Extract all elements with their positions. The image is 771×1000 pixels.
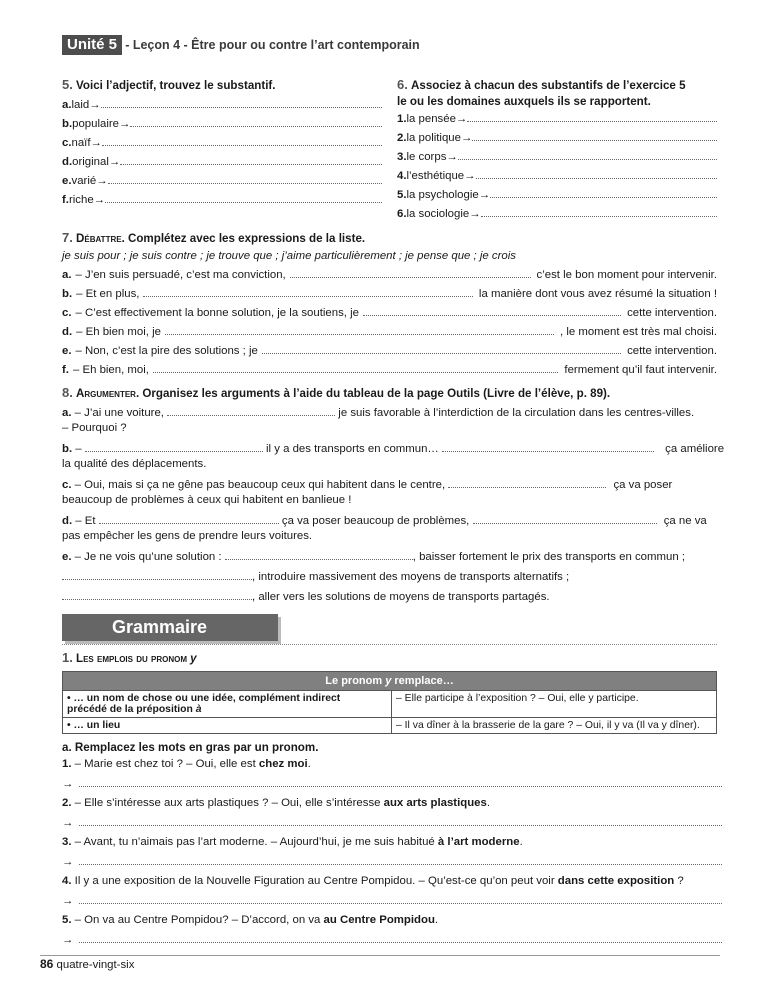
sentence-end: .: [434, 914, 439, 926]
sentence-end: .: [519, 836, 523, 848]
item-label: 2.: [397, 132, 407, 144]
item-word: laid: [71, 99, 90, 111]
arrow-icon: →: [62, 934, 74, 946]
arrow-icon: →: [455, 113, 468, 125]
ex5-item: [62, 193, 382, 207]
grammaire-divider: [62, 644, 717, 645]
answer-blank[interactable]: [290, 268, 531, 278]
item-label: 5.: [397, 189, 407, 201]
sentence-start: – Et en plus,: [76, 288, 140, 300]
answer-blank[interactable]: [105, 193, 382, 203]
arrow-icon: →: [469, 208, 481, 220]
grammar-item: [62, 758, 722, 771]
grammar-section-title: Les emplois du pronom: [76, 652, 187, 665]
item-label: 4.: [397, 170, 407, 182]
ex5-title: Voici l’adjectif, trouvez le substantif.: [76, 79, 276, 92]
item-label: d.: [62, 326, 73, 338]
table-row-1-rule: • … un nom de chose ou une idée, complément indirect précédé de la préposition à: [63, 691, 392, 718]
arrow-icon: →: [93, 194, 106, 206]
item-label: b.: [62, 118, 73, 130]
answer-blank[interactable]: [442, 442, 654, 452]
ex5-item: [62, 117, 382, 131]
ex7-item: [62, 306, 717, 320]
ex8-keyword: Argumenter.: [76, 387, 140, 400]
ex6-item: [397, 150, 717, 164]
bold-phrase: aux arts plastiques: [383, 797, 487, 809]
answer-blank[interactable]: [108, 174, 382, 184]
answer-line: [62, 933, 722, 947]
lesson-title: - Leçon 4 - Être pour ou contre l’art contemporain: [125, 38, 420, 52]
item-word: varié: [71, 175, 97, 187]
ex8-item-a-question: – Pourquoi ?: [62, 422, 127, 434]
page-number-words: quatre-vingt-six: [56, 959, 135, 971]
sentence-start: Il y a une exposition de la Nouvelle Figuration au Centre Pompidou. – Qu’est-ce qu’on peut voir: [74, 875, 558, 887]
unit-header: [62, 36, 420, 53]
exercise-8: [62, 385, 725, 604]
table-row-1-example: – Elle participe à l’exposition ? – Oui, elle y participe.: [392, 691, 717, 718]
table-header: Le pronom y remplace…: [63, 672, 717, 691]
item-label: a.: [62, 269, 72, 281]
bold-phrase: dans cette exposition: [557, 875, 675, 887]
ex5-number: 5.: [62, 77, 73, 92]
ex6-number: 6.: [397, 77, 408, 92]
sentence-end: c’est le bon moment pour intervenir.: [536, 269, 717, 281]
ex8-item-d: d. – Et ça va poser beaucoup de problèmes, ça ne va: [62, 515, 707, 527]
ex8-item-e-2: , introduire massivement des moyens de transports alternatifs ;: [62, 570, 722, 584]
item-label: 1.: [62, 758, 72, 770]
ex5-item: [62, 174, 382, 188]
item-label: 3.: [397, 151, 407, 163]
answer-blank[interactable]: [79, 894, 722, 904]
item-label: 6.: [397, 208, 407, 220]
ex5-item: [62, 136, 382, 150]
grammar-item: [62, 836, 722, 849]
ex7-item: [62, 363, 717, 377]
unit-badge: Unité 5: [62, 35, 122, 55]
item-label: 1.: [397, 113, 407, 125]
ex8-title: Organisez les arguments à l’aide du tableau de la page Outils (Livre de l’élève, p. 89).: [142, 387, 611, 400]
sentence-end: .: [486, 797, 491, 809]
ex8-item-c-cont: beaucoup de problèmes à ceux qui habitent en banlieue !: [62, 494, 352, 506]
table-row-2-rule: • … un lieu: [63, 718, 392, 734]
sentence-start: – Avant, tu n’aimais pas l’art moderne. – Aujourd’hui, je me suis habitué: [74, 836, 438, 848]
footer-rule: [40, 955, 720, 956]
item-word: la psychologie: [406, 189, 479, 201]
item-label: e.: [62, 175, 72, 187]
arrow-icon: →: [96, 175, 108, 187]
ex8-item-e-3: , aller vers les solutions de moyens de transports partagés.: [62, 590, 722, 604]
grammar-exercise-a-title: a. Remplacez les mots en gras par un pronom.: [62, 741, 319, 754]
answer-blank[interactable]: [102, 136, 382, 146]
arrow-icon: →: [90, 137, 102, 149]
exercise-5: [62, 78, 382, 207]
ex8-item-b-cont: la qualité des déplacements.: [62, 458, 207, 470]
bold-phrase: à l’art moderne: [437, 836, 520, 848]
sentence-start: – Elle s’intéresse aux arts plastiques ? – Oui, elle s’intéresse: [74, 797, 384, 809]
item-label: e.: [62, 345, 72, 357]
ex8-item-e: e. – Je ne vois qu’une solution : , baisser fortement le prix des transports en commun ;: [62, 551, 685, 563]
item-label: a.: [62, 99, 72, 111]
sentence-end: la manière dont vous avez résumé la situation !: [478, 288, 717, 300]
item-label: f.: [62, 194, 69, 206]
bold-phrase: au Centre Pompidou: [323, 914, 435, 926]
ex6-item: [397, 169, 717, 183]
arrow-icon: →: [108, 156, 121, 168]
ex6-title-1: Associez à chacun des substantifs de l’exercice 5: [411, 79, 686, 92]
sentence-start: – Eh bien moi, je: [76, 326, 161, 338]
grammar-item: [62, 875, 722, 888]
ex7-item: [62, 268, 717, 282]
ex6-item: [397, 112, 717, 126]
answer-blank[interactable]: [490, 188, 717, 198]
ex7-keyword: Débattre.: [76, 232, 125, 245]
grammaire-banner: Grammaire: [62, 614, 278, 641]
page-footer: [40, 958, 134, 972]
sentence-start: – J’en suis persuadé, c’est ma conviction,: [75, 269, 286, 281]
arrow-icon: →: [478, 189, 491, 201]
sentence-end: cette intervention.: [627, 307, 717, 319]
ex8-item-b: b. – il y a des transports en commun… ça améliore: [62, 443, 725, 455]
answer-blank[interactable]: [225, 550, 413, 560]
answer-blank[interactable]: [62, 590, 252, 600]
item-label: c.: [62, 307, 72, 319]
answer-blank[interactable]: [473, 514, 657, 524]
item-label: f.: [62, 364, 69, 376]
item-word: la politique: [406, 132, 461, 144]
ex7-item: [62, 287, 717, 301]
arrow-icon: →: [89, 99, 101, 111]
arrow-icon: →: [119, 118, 131, 130]
ex6-item: [397, 207, 717, 221]
bold-phrase: chez moi: [258, 758, 308, 770]
answer-line: [62, 855, 722, 869]
ex5-item: [62, 155, 382, 169]
item-label: c.: [62, 137, 72, 149]
answer-blank[interactable]: [79, 777, 722, 787]
ex7-expression-list: je suis pour ; je suis contre ; je trouve que ; j’aime particulièrement ; je pense que ; je crois: [62, 250, 516, 262]
exercise-7: [62, 231, 717, 377]
pronoun-y-table: [62, 671, 717, 734]
ex7-item: [62, 325, 717, 339]
item-word: naïf: [71, 137, 91, 149]
ex6-item: [397, 131, 717, 145]
item-label: 3.: [62, 836, 72, 848]
answer-blank[interactable]: [472, 131, 717, 141]
answer-blank[interactable]: [130, 117, 382, 127]
ex7-item: [62, 344, 717, 358]
exercise-6: [397, 78, 717, 221]
grammar-item: [62, 797, 722, 810]
item-label: 2.: [62, 797, 72, 809]
answer-blank[interactable]: [99, 514, 279, 524]
grammar-section-1: 1. Les emplois du pronom y: [62, 650, 197, 665]
answer-blank[interactable]: [448, 478, 606, 488]
item-label: d.: [62, 156, 73, 168]
arrow-icon: →: [62, 778, 74, 790]
ex6-item: [397, 188, 717, 202]
sentence-start: – Eh bien, moi,: [72, 364, 149, 376]
sentence-end: .: [307, 758, 311, 770]
answer-blank[interactable]: [143, 287, 472, 297]
page-number: 86: [40, 957, 54, 971]
answer-line: [62, 816, 722, 830]
item-word: populaire: [72, 118, 119, 130]
grammar-item: [62, 914, 722, 927]
arrow-icon: →: [62, 856, 74, 868]
ex8-item-d-cont: pas empêcher les gens de prendre leurs voitures.: [62, 530, 313, 542]
answer-blank[interactable]: [167, 406, 335, 416]
answer-blank[interactable]: [262, 344, 621, 354]
answer-blank[interactable]: [79, 816, 722, 826]
sentence-end: fermement qu’il faut intervenir.: [564, 364, 717, 376]
arrow-icon: →: [62, 895, 74, 907]
item-word: l’esthétique: [406, 170, 465, 182]
answer-line: [62, 894, 722, 908]
item-word: le corps: [406, 151, 447, 163]
item-label: b.: [62, 288, 73, 300]
answer-blank[interactable]: [165, 325, 554, 335]
arrow-icon: →: [460, 132, 473, 144]
answer-blank[interactable]: [467, 112, 717, 122]
answer-blank[interactable]: [120, 155, 382, 165]
sentence-start: – C’est effectivement la bonne solution, je la soutiens, je: [75, 307, 359, 319]
sentence-start: – On va au Centre Pompidou? – D’accord, on va: [74, 914, 324, 926]
sentence-start: – Marie est chez toi ? – Oui, elle est: [74, 758, 259, 770]
grammar-exercise-a: [62, 741, 722, 947]
ex7-number: 7.: [62, 230, 73, 245]
answer-blank[interactable]: [79, 855, 722, 865]
answer-blank[interactable]: [363, 306, 621, 316]
answer-blank[interactable]: [476, 169, 717, 179]
table-row-2-example: – Il va dîner à la brasserie de la gare ? – Oui, il y va (Il va y dîner).: [392, 718, 717, 734]
answer-blank[interactable]: [101, 98, 382, 108]
item-word: original: [72, 156, 109, 168]
ex7-title: Complétez avec les expressions de la liste.: [127, 232, 366, 245]
sentence-start: – Non, c’est la pire des solutions ; je: [75, 345, 258, 357]
ex6-title-2: le ou les domaines auxquels ils se rapportent.: [397, 95, 651, 108]
sentence-end: cette intervention.: [627, 345, 717, 357]
sentence-end: , le moment est très mal choisi.: [560, 326, 717, 338]
item-label: 5.: [62, 914, 72, 926]
item-label: 4.: [62, 875, 72, 887]
arrow-icon: →: [62, 817, 74, 829]
item-word: la pensée: [406, 113, 456, 125]
answer-blank[interactable]: [85, 442, 263, 452]
item-word: la sociologie: [406, 208, 470, 220]
item-word: riche: [68, 194, 94, 206]
arrow-icon: →: [446, 151, 458, 163]
answer-blank[interactable]: [62, 570, 252, 580]
ex5-item: [62, 98, 382, 112]
ex8-item-c: c. – Oui, mais si ça ne gêne pas beaucoup ceux qui habitent dans le centre, ça va poser: [62, 479, 673, 491]
arrow-icon: →: [464, 170, 476, 182]
answer-blank[interactable]: [458, 150, 717, 160]
ex8-item-a: a. – J’ai une voiture, je suis favorable à l’interdiction de la circulation dans les centres-villes.: [62, 407, 695, 419]
answer-blank[interactable]: [481, 207, 717, 217]
answer-line: [62, 777, 722, 791]
answer-blank[interactable]: [79, 933, 722, 943]
sentence-end: ?: [674, 875, 684, 887]
ex8-number: 8.: [62, 385, 73, 400]
answer-blank[interactable]: [153, 363, 558, 373]
